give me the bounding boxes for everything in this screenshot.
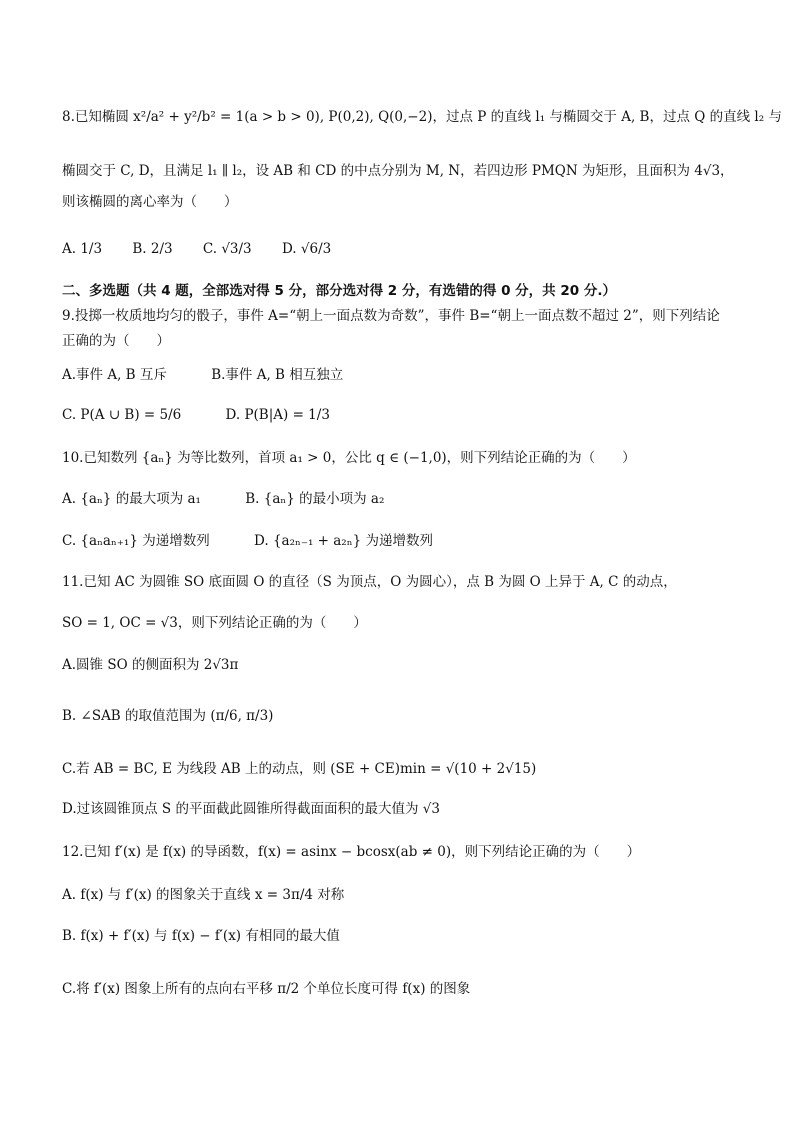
q8-option-a: A. 1/3 [62, 241, 103, 257]
q8-option-c: C. √3/3 [202, 241, 252, 257]
q8-option-b: B. 2/3 [132, 241, 173, 257]
q10-stem: 10.已知数列 {aₙ} 为等比数列，首项 a₁ > 0，公比 q ∈ (−1,0)，则下列结论正确的为（ ） [62, 450, 636, 466]
q11-stem-line2: SO = 1, OC = √3，则下列结论正确的为（ ） [62, 615, 367, 631]
q11-option-c: C.若 AB = BC, E 为线段 AB 上的动点，则 (SE + CE)min = √(10 + 2√15) [62, 761, 537, 777]
q12-stem: 12.已知 f′(x) 是 f(x) 的导函数，f(x) = asinx − bcosx(ab ≠ 0)，则下列结论正确的为（ ） [62, 844, 641, 860]
q12-option-b: B. f(x) + f′(x) 与 f(x) − f′(x) 有相同的最大值 [62, 928, 340, 944]
section-heading-multiple-choice: 二、多选题（共 4 题，全部选对得 5 分，部分选对得 2 分，有选错的得 0 分，共 20 分.） [62, 283, 616, 299]
q9-option-c: C. P(A ∪ B) = 5/6 [62, 407, 182, 423]
q10-options-cd [62, 532, 473, 550]
q8-option-d: D. √6/3 [281, 241, 332, 257]
q9-option-b: B.事件 A, B 相互独立 [211, 367, 344, 383]
q9-stem-line2: 正确的为（ ） [62, 333, 170, 349]
q9-stem-line1: 9.投掷一枚质地均匀的骰子，事件 A=“朝上一面点数为奇数”，事件 B=“朝上一面点数不超过 2”，则下列结论 [62, 308, 720, 324]
q10-option-c: C. {aₙaₙ₊₁} 为递增数列 [62, 533, 210, 549]
q8-options [62, 240, 357, 258]
q8-stem-line1: 8.已知椭圆 x²/a² + y²/b² = 1(a > b > 0), P(0,2), Q(0,−2)，过点 P 的直线 l₁ 与椭圆交于 A, B，过点 Q 的直线 l₂ 与 [62, 109, 782, 125]
q9-options-cd [62, 406, 370, 424]
q10-options-ab [62, 490, 424, 508]
q12-option-a: A. f(x) 与 f′(x) 的图象关于直线 x = 3π/4 对称 [62, 887, 345, 903]
q11-option-a: A.圆锥 SO 的侧面积为 2√3π [62, 657, 239, 673]
q9-option-a: A.事件 A, B 互斥 [62, 367, 167, 383]
q10-option-b: B. {aₙ} 的最小项为 a₂ [245, 491, 385, 507]
q9-option-d: D. P(B|A) = 1/3 [225, 407, 330, 423]
q11-stem-line1: 11.已知 AC 为圆锥 SO 底面圆 O 的直径（S 为顶点，O 为圆心），点 B 为圆 O 上异于 A, C 的动点， [62, 574, 677, 590]
q9-options-ab [62, 366, 383, 384]
q11-option-b: B. ∠SAB 的取值范围为 (π/6, π/3) [62, 708, 274, 724]
q12-option-c: C.将 f′(x) 图象上所有的点向右平移 π/2 个单位长度可得 f(x) 的图象 [62, 981, 471, 997]
q8-stem-line3: 则该椭圆的离心率为（ ） [62, 194, 238, 210]
q8-stem-line2: 椭圆交于 C, D，且满足 l₁ ∥ l₂，设 AB 和 CD 的中点分别为 M, N，若四边形 PMQN 为矩形，且面积为 4√3， [62, 163, 734, 179]
q10-option-d: D. {a₂ₙ₋₁ + a₂ₙ} 为递增数列 [254, 533, 433, 549]
q10-option-a: A. {aₙ} 的最大项为 a₁ [62, 491, 201, 507]
q11-option-d: D.过该圆锥顶点 S 的平面截此圆锥所得截面面积的最大值为 √3 [62, 801, 440, 817]
